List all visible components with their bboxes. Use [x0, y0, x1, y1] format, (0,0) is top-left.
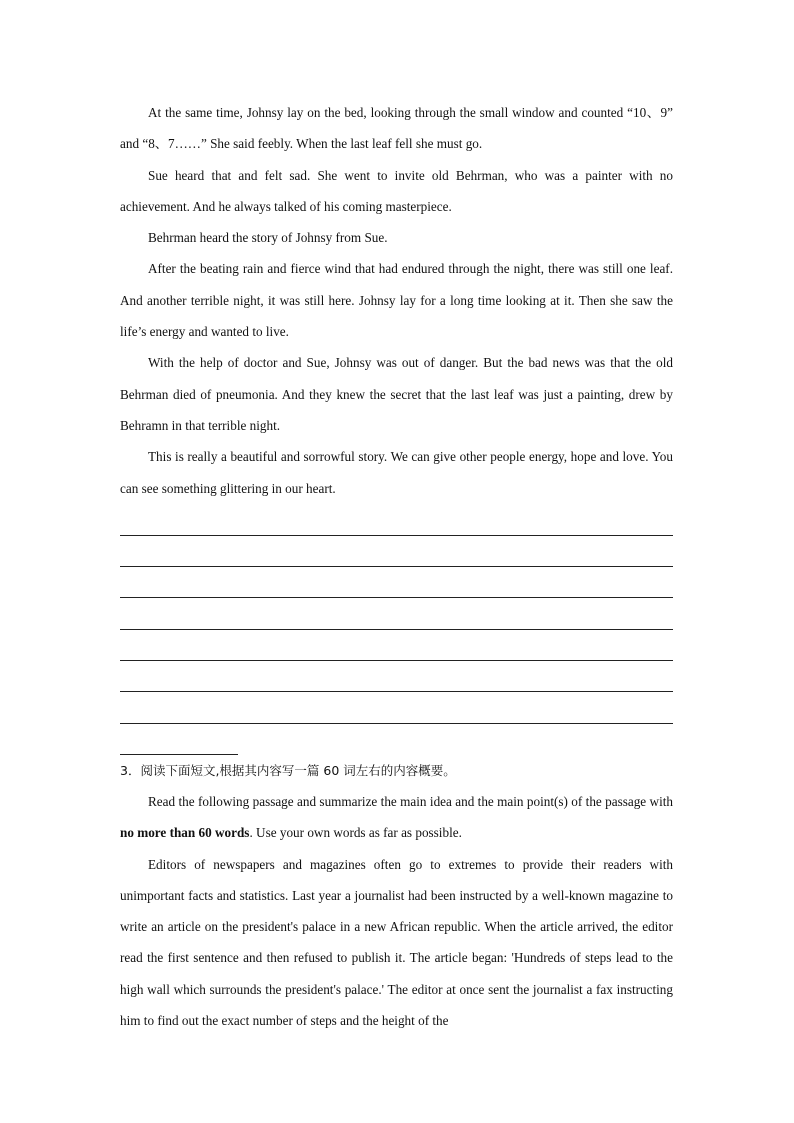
story-paragraph-4: After the beating rain and fierce wind that had endured through the night, there was still one leaf. And another terrible night, it was still here. Johnsy lay for a long time looking at it. Then she saw the life’s energy and wanted to live.	[120, 261, 673, 340]
story-paragraph-5: With the help of doctor and Sue, Johnsy was out of danger. But the bad news was that the old Behrman died of pneumonia. And they knew the secret that the last leaf was just a painting, drew by Behramn in that terrible night.	[120, 355, 673, 433]
answer-lines	[120, 510, 673, 724]
answer-line[interactable]	[120, 630, 673, 661]
story-paragraph-6: This is really a beautiful and sorrowful story. We can give other people energy, hope and love. You can see something glittering in our heart.	[120, 449, 673, 496]
word-limit: no more than 60 words	[120, 825, 250, 841]
question-3-passage: Editors of newspapers and magazines often go to extremes to provide their readers with unimportant facts and statistics. Last year a journalist had been instructed by a well-known magazine to write an article on the president's palace in a new African republic. When the article arrived, the editor read the first sentence and then refused to publish it. The article began: 'Hundreds of steps lead to the high wall which surrounds the president's palace.' The editor at once sent the journalist a fax instructing him to find out the exact number of steps and the height of the	[120, 856, 673, 1029]
answer-line[interactable]	[120, 661, 673, 692]
short-answer-line[interactable]	[120, 724, 238, 755]
question-3-heading: 3．阅读下面短文,根据其内容写一篇 60 词左右的内容概要。	[120, 762, 456, 778]
question-3-instruction	[120, 786, 673, 849]
answer-line[interactable]	[120, 510, 673, 536]
document-page	[120, 97, 673, 1036]
instruction-text-start: Read the following passage and summarize the main idea and the main point(s) of the passage with	[148, 793, 673, 809]
story-paragraph-3: Behrman heard the story of Johnsy from Sue.	[148, 230, 388, 246]
story-paragraph-1: At the same time, Johnsy lay on the bed, looking through the small window and counted “10、9” and “8、7……” She said feebly. When the last leaf fell she must go.	[120, 105, 673, 152]
story-paragraph-2: Sue heard that and felt sad. She went to invite old Behrman, who was a painter with no achievement. And he always talked of his coming masterpiece.	[120, 167, 673, 214]
answer-line[interactable]	[120, 567, 673, 598]
answer-line[interactable]	[120, 692, 673, 723]
answer-line[interactable]	[120, 598, 673, 629]
instruction-text-end: . Use your own words as far as possible.	[249, 825, 462, 841]
answer-line[interactable]	[120, 536, 673, 567]
